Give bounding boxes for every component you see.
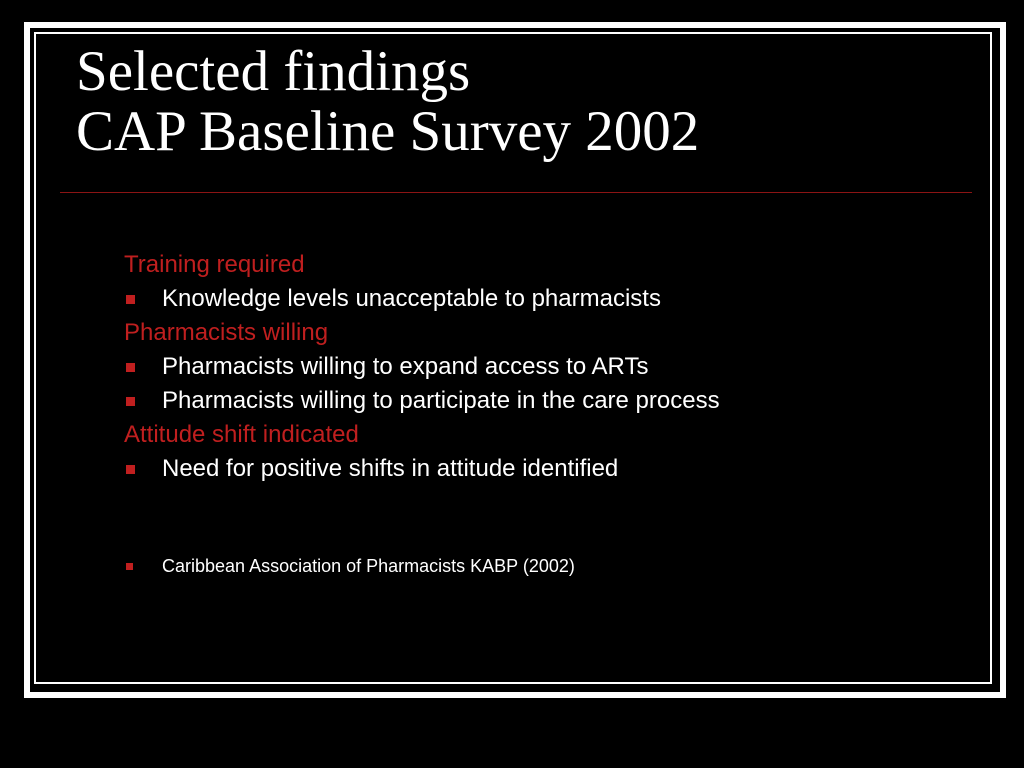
bullet-text: Knowledge levels unacceptable to pharmacists xyxy=(162,285,661,312)
slide-title xyxy=(76,42,956,162)
bullet-item xyxy=(124,350,964,384)
section-heading-training: Training required xyxy=(124,251,305,278)
title-divider xyxy=(60,192,972,193)
bullet-text: Need for positive shifts in attitude identified xyxy=(162,455,619,482)
bullet-text: Pharmacists willing to expand access to ARTs xyxy=(162,353,649,380)
square-bullet-icon xyxy=(126,295,135,304)
title-line-1: Selected findings xyxy=(76,40,471,103)
spacer xyxy=(124,486,964,552)
square-bullet-icon xyxy=(126,397,135,406)
section-heading-attitude: Attitude shift indicated xyxy=(124,421,359,448)
square-bullet-icon xyxy=(126,465,135,474)
square-bullet-icon xyxy=(126,363,135,372)
bullet-item xyxy=(124,282,964,316)
section-heading-willing: Pharmacists willing xyxy=(124,319,329,346)
source-citation xyxy=(124,552,964,580)
bullet-item xyxy=(124,452,964,486)
title-line-2: CAP Baseline Survey 2002 xyxy=(76,100,700,163)
square-bullet-icon xyxy=(126,563,133,570)
bullet-text: Pharmacists willing to participate in the care process xyxy=(162,387,720,414)
slide-body xyxy=(124,248,964,580)
source-text: Caribbean Association of Pharmacists KABP (2002) xyxy=(162,556,575,576)
bullet-item xyxy=(124,384,964,418)
